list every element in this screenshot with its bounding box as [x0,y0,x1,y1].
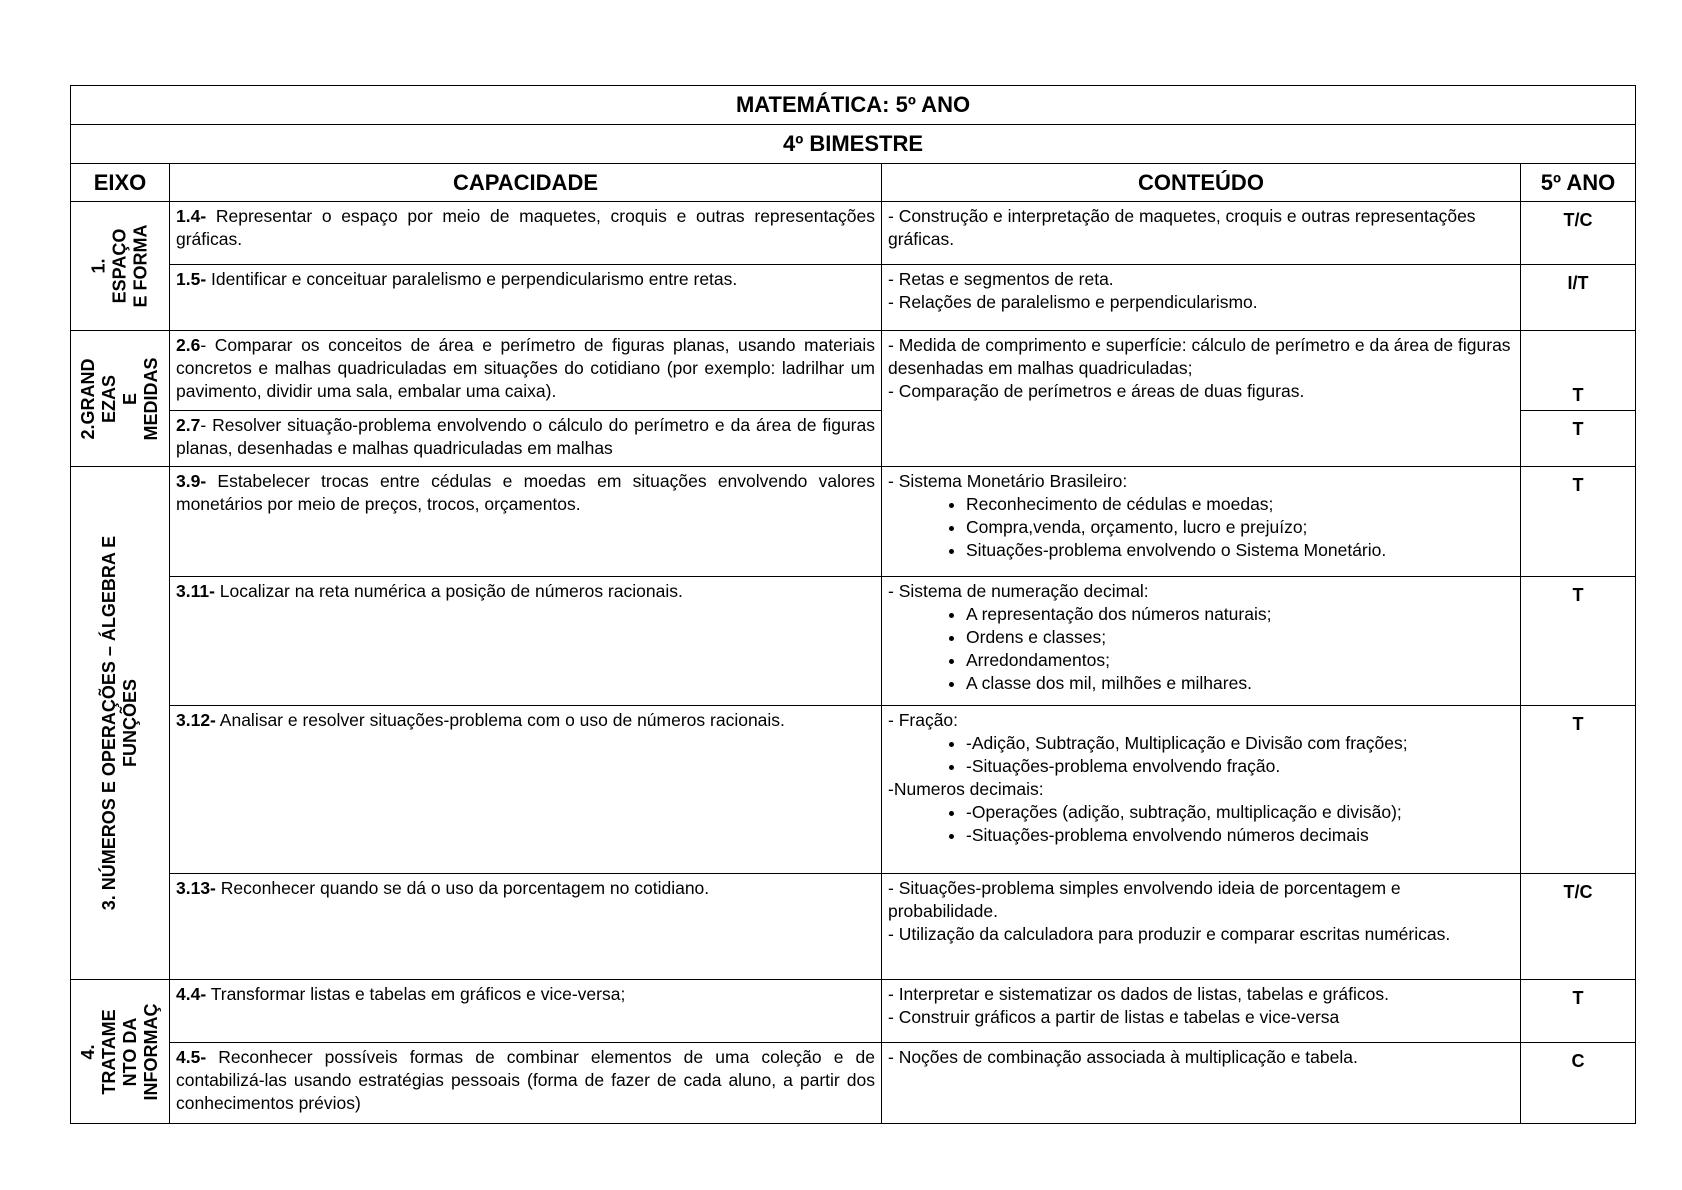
conteudo-cell [882,467,1521,577]
header-capacidade: CAPACIDADE [170,164,882,202]
conteudo-line: - Comparação de perímetros e áreas de duas figuras. [888,381,1305,401]
eixo-label: 2.GRAND EZAS E MEDIDAS [78,356,161,441]
capacidade-text: Localizar na reta numérica a posição de números racionais. [214,581,683,601]
page-title: MATEMÁTICA: 5º ANO [71,86,1636,125]
capacidade-text: Estabelecer trocas entre cédulas e moedas em situações envolvendo valores monetários por meio de preços, trocos, orçamentos. [176,471,875,514]
capacidade-cell [170,1043,882,1124]
conteudo-cell [882,980,1521,1043]
eixo-label: 1. ESPAÇO E FORMA [88,224,151,308]
capacidade-text: Reconhecer possíveis formas de combinar elementos de uma coleção e de contabilizá-las usando estratégias pessoais (forma de fazer de cada aluno, a partir dos conhecimentos prévios) [176,1047,875,1113]
conteudo-cell [882,706,1521,874]
table-row [71,980,1636,1043]
capacidade-cell [170,202,882,265]
conteudo-line: - Construção e interpretação de maquetes, croquis e outras representações gráficas. [888,206,1476,249]
capacidade-code: 2.7 [176,415,201,435]
ano-cell: T [1521,706,1636,874]
list-item: • A representação dos números naturais; [966,603,1514,626]
list-item: • Ordens e classes; [966,626,1514,649]
table-row [71,577,1636,706]
subtitle-row [71,125,1636,164]
table-row [71,467,1636,577]
list-item: • -Operações (adição, subtração, multiplicação e divisão); [966,801,1514,824]
capacidade-clip [176,414,875,462]
capacidade-text: Identificar e conceituar paralelismo e perpendicularismo entre retas. [206,269,738,289]
capacidade-cell [170,411,882,467]
header-eixo: EIXO [71,164,170,202]
capacidade-text: Analisar e resolver situações-problema com o uso de números racionais. [215,710,785,730]
conteudo-line: - Construir gráficos a partir de listas e tabelas e vice-versa [888,1007,1340,1027]
capacidade-code: 1.5- [176,269,207,289]
curriculum-table [70,85,1636,1124]
conteudo-list [888,732,1514,778]
capacidade-cell [170,706,882,874]
conteudo-line: - Sistema Monetário Brasileiro: [888,471,1128,491]
table-row [71,706,1636,874]
capacidade-text: Representar o espaço por meio de maquetes, croquis e outras representações gráficas. [176,206,875,249]
conteudo-line: - Medida de comprimento e superfície: cálculo de perímetro e da área de figuras desenhadas em malhas quadriculadas; [888,335,1511,378]
eixo-label: 3. NÚMEROS E OPERAÇÕES – ÁLGEBRA E FUNÇÕES [99,535,140,911]
conteudo-line: - Fração: [888,710,959,730]
conteudo-cell [882,265,1521,331]
eixo-numeros-operacoes [71,467,170,980]
capacidade-cell [170,980,882,1043]
header-conteudo: CONTEÚDO [882,164,1521,202]
eixo-label: 4. TRATAME NTO DA INFORMAÇ [78,1003,161,1100]
ano-cell: T [1521,331,1636,411]
capacidade-code: 3.9- [176,471,207,491]
ano-cell: T [1521,577,1636,706]
conteudo-list [888,493,1514,562]
header-ano: 5º ANO [1521,164,1636,202]
capacidade-cell [170,331,882,411]
capacidade-code: 3.12- [176,710,216,730]
conteudo-list [888,801,1514,847]
ano-cell: C [1521,1043,1636,1124]
table-row [71,874,1636,980]
conteudo-line: - Retas e segmentos de reta. [888,269,1114,289]
capacidade-code: 4.4- [176,984,207,1004]
table-row [71,265,1636,331]
list-item: • -Situações-problema envolvendo fração. [966,755,1514,778]
capacidade-text: Reconhecer quando se dá o uso da porcentagem no cotidiano. [215,878,710,898]
conteudo-cell [882,331,1521,467]
capacidade-cell [170,265,882,331]
table-row [71,331,1636,411]
ano-cell: I/T [1521,265,1636,331]
list-item: • A classe dos mil, milhões e milhares. [966,672,1514,695]
title-row [71,86,1636,125]
conteudo-line: - Relações de paralelismo e perpendicularismo. [888,292,1258,312]
conteudo-line: -Numeros decimais: [888,779,1044,799]
list-item: • Compra,venda, orçamento, lucro e prejuízo; [966,516,1514,539]
conteudo-line: - Interpretar e sistematizar os dados de listas, tabelas e gráficos. [888,984,1389,1004]
table-row [71,202,1636,265]
eixo-tratamento-informacao [71,980,170,1124]
capacidade-code: 2.6 [176,335,201,355]
header-row [71,164,1636,202]
conteudo-cell [882,202,1521,265]
conteudo-cell [882,874,1521,980]
capacidade-code: 3.11- [176,581,215,601]
ano-cell: T [1521,411,1636,467]
capacidade-code: 1.4- [176,206,207,226]
capacidade-cell [170,467,882,577]
list-item: • Situações-problema envolvendo o Sistema Monetário. [966,539,1514,562]
ano-cell: T [1521,980,1636,1043]
conteudo-line: - Sistema de numeração decimal: [888,581,1149,601]
conteudo-line: - Noções de combinação associada à multiplicação e tabela. [888,1047,1358,1067]
conteudo-cell [882,577,1521,706]
capacidade-cell [170,874,882,980]
list-item: • Arredondamentos; [966,649,1514,672]
conteudo-line: - Situações-problema simples envolvendo ideia de porcentagem e probabilidade. [888,878,1401,921]
ano-cell: T/C [1521,202,1636,265]
conteudo-line: - Utilização da calculadora para produzir e comparar escritas numéricas. [888,924,1451,944]
table-row [71,1043,1636,1124]
capacidade-code: 4.5- [176,1047,207,1067]
capacidade-code: 3.13- [176,878,216,898]
capacidade-text: - Resolver situação-problema envolvendo o cálculo do perímetro e da área de figuras planas, desenhadas e malhas quadriculadas em malhas [176,415,875,458]
list-item: • -Situações-problema envolvendo números decimais [966,824,1514,847]
bimester-title: 4º BIMESTRE [71,125,1636,164]
capacidade-cell [170,577,882,706]
ano-cell: T/C [1521,874,1636,980]
ano-cell: T [1521,467,1636,577]
eixo-grandezas-medidas [71,331,170,467]
eixo-espaco-forma [71,202,170,331]
capacidade-text: - Comparar os conceitos de área e perímetro de figuras planas, usando materiais concretos e malhas quadriculadas em situações do cotidiano (por exemplo: ladrilhar um pavimento, dividir uma sala, embalar uma caixa). [176,335,875,401]
conteudo-cell [882,1043,1521,1124]
list-item: • Reconhecimento de cédulas e moedas; [966,493,1514,516]
conteudo-list [888,603,1514,695]
capacidade-text: Transformar listas e tabelas em gráficos e vice-versa; [206,984,626,1004]
list-item: • -Adição, Subtração, Multiplicação e Divisão com frações; [966,732,1514,755]
